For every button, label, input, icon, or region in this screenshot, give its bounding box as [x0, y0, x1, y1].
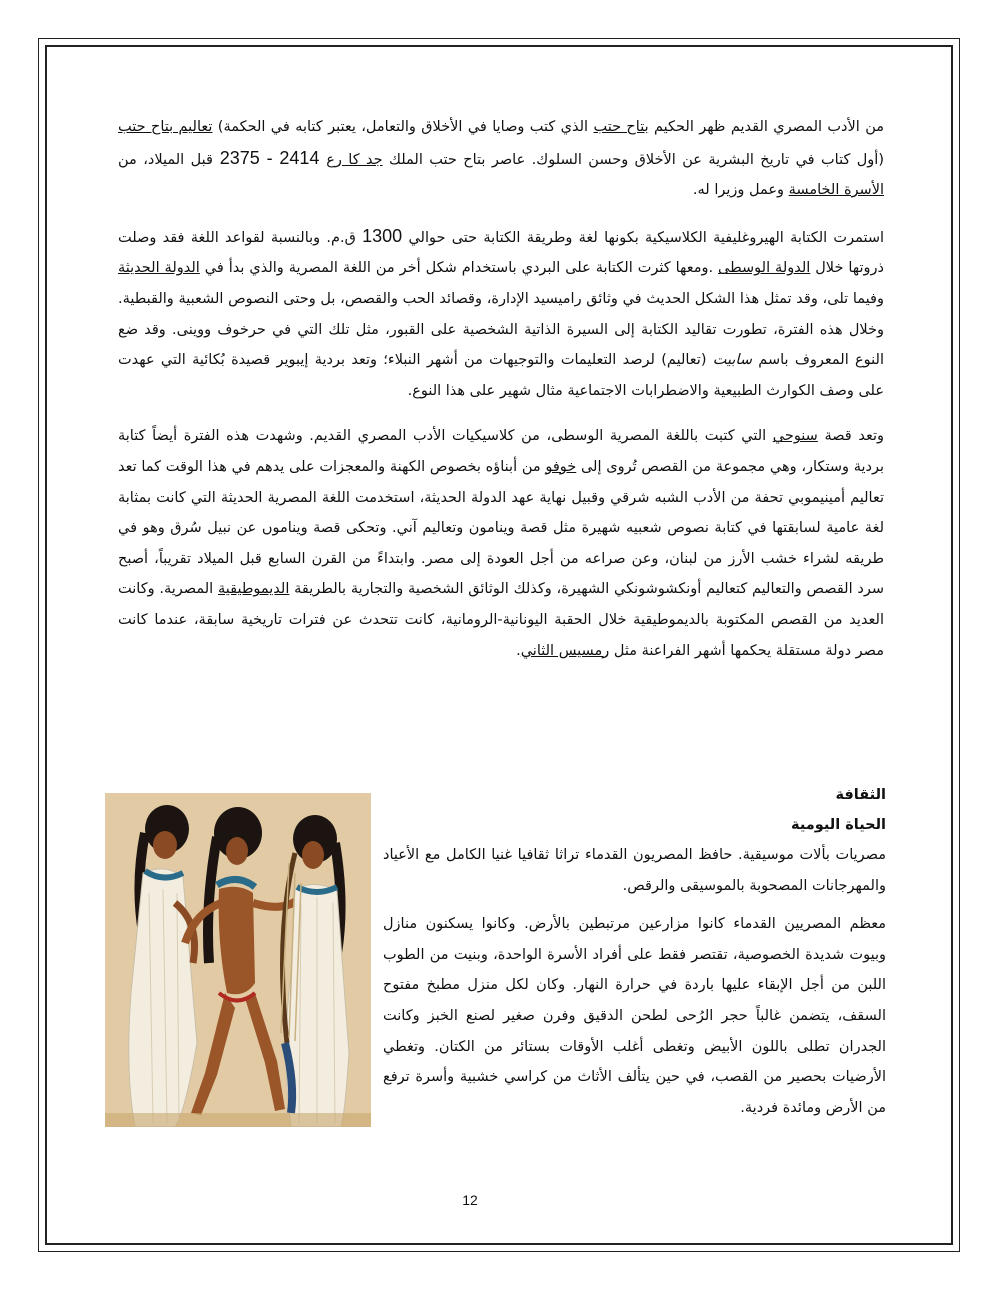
text-run: الذي كتب وصايا في الأخلاق والتعامل، يعتبر كتابه في الحكمة) — [212, 119, 594, 135]
date-range: 2375 - 2414 — [212, 147, 327, 168]
text-run: وتعد قصة — [817, 428, 884, 445]
link-teachings-ptahhotep[interactable]: تعاليم بتاح حتب — [118, 119, 213, 135]
text-run: وعمل وزيرا له. — [692, 182, 789, 199]
link-khufu[interactable]: خوفو — [545, 458, 577, 475]
paragraph-ptahhotep — [118, 112, 884, 206]
text-run: (أول كتاب في تاريخ البشرية عن الأخلاق وحسن السلوك. عاصر بتاح حتب الملك — [382, 151, 884, 168]
text-run: قبل الميلاد، من — [118, 151, 213, 168]
daily-life-column — [383, 780, 886, 1123]
link-ptahhotep[interactable]: بتاح حتب — [593, 119, 649, 135]
italic-term: سابيت — [712, 352, 752, 369]
page-number: 12 — [462, 1192, 478, 1208]
link-middle-kingdom[interactable]: الدولة الوسطى — [718, 260, 811, 277]
paragraph-hieroglyphic — [118, 221, 884, 407]
link-sinuhe[interactable]: سنوحي — [772, 428, 818, 445]
text-run: ق.م. وبالنسبة لقواعد اللغة فقد وصلت ذروتها خلال — [118, 229, 884, 277]
paragraph-music: مصريات بألات موسيقية. حافظ المصريون القدماء تراثا ثقافيا غنيا الكامل مع الأعياد والمهرجانات المصحوبة بالموسيقى والرقص. — [383, 847, 886, 894]
link-new-kingdom[interactable]: الدولة الحديثة — [118, 260, 200, 277]
paragraph-daily-life: معظم المصريين القدماء كانوا مزارعين مرتبطين بالأرض. وكانوا يسكنون منازل وبيوت شديدة الخصوصية، تقتصر فقط على أفراد الأسرة الواحدة، وبنيت من الطوب اللبن من أجل الإبقاء عليها باردة في حرارة النهار. وكان لكل منزل مطبخ مفتوح السقف، يتضمن غالباً حجر الرُحى لطحن الدقيق وفرن صغير لصنع الخبز وكانت الجدران تطلى باللون الأبيض وتغطى أغلب الأوقات بستائر من الكتان. وتغطي الأرضيات بحصير من القصب، في حين يتألف الأثاث من كراسي خشبية وأسرة ترفع من الأرض ومائدة فردية. — [383, 916, 886, 1116]
egyptian-musicians-fresco — [105, 793, 371, 1127]
text-run: .ومعها كثرت الكتابة على البردي باستخدام شكل أخر من اللغة المصرية والذي بدأ في — [199, 260, 719, 277]
section-subheading: الحياة اليومية — [791, 817, 886, 833]
paragraph-sinuhe — [118, 421, 884, 666]
text-run: (تعاليم) لرصد التعليمات والتوجيهات من أشهر النبلاء؛ وتعد بردية إيبوير قصيدة بُكائية التي عهدت على وصف الكوارث الطبيعية والاضطرابات الاجتماعية مثال شهير على هذا النوع. — [118, 352, 884, 399]
main-text — [118, 112, 884, 666]
text-run: المصرية. وكانت العديد من القصص المكتوبة بالديموطيقية خلال الحقبة اليونانية-الرومانية، كانت تتحدث عن فترات تاريخية سابقة، عندما كانت مصر دولة مستقلة يحكمها أشهر الفراعنة مثل — [118, 581, 884, 659]
link-demotic[interactable]: الديموطيقية — [218, 581, 290, 598]
text-run: من الأدب المصري القديم ظهر الحكيم — [648, 119, 884, 135]
text-run: من أبناؤه بخصوص الكهنة والمعجزات على يدهم في هذا الوقت كما تعد تعاليم أمينيموبي تحفة من الأدب الشبه شرقي وقبيل نهاية عهد الدولة الحديثة، استخدمت اللغة المصرية الحديثة التي كانت بمثابة لغة عامية لسابقتها في كتابة نصوص شعبيه شهيرة مثل قصة وينامون وتعاليم آني. وتحكى قصة ويناموں عن نبيل سُرق وهو في طريقه لشراء خشب الأرز من لبنان، وعن صراعه من أجل العودة إلى مصر. وابتداءً من القرن السابع قبل الميلاد تقريباً، أصبح سرد القصص والتعاليم كتعاليم أونكشوشونكي الشهيرة، وكذلك الوثائق الشخصية والتجارية بالطريقة — [118, 458, 884, 598]
link-fifth-dynasty[interactable]: الأسرة الخامسة — [788, 182, 884, 199]
text-run: التي كتبت باللغة المصرية الوسطى، من كلاسيكيات الأدب المصري القديم. وشهدت هذه الفترة أيضاً كتابة بردية وستكار، وهي مجموعة من القصص تُروى إلى — [118, 428, 884, 475]
year-number: 1300 — [362, 225, 403, 246]
link-ramesses-ii[interactable]: رمسيس الثاني — [520, 642, 610, 659]
section-heading: الثقافة — [835, 787, 886, 803]
fresco-image — [105, 793, 371, 1127]
link-djedkare[interactable]: جد كا رع — [326, 151, 383, 168]
text-run: وفيما تلى، وقد تمثل هذا الشكل الحديث في وثائق راميسيد الإدارة، وقصائد الحب والقصص، بل وحتى النصوص الشعبية والقبطية. وخلال هذه الفترة، تطورت تقاليد الكتابة إلى السيرة الذاتية الشخصية على القبور، مثل تلك التي في حرخوف ووينى. وقد ضع النوع المعروف باسم — [118, 290, 884, 369]
text-run: استمرت الكتابة الهيروغليفية الكلاسيكية بكونها لغة وطريقة الكتابة حتى حوالي — [402, 229, 884, 246]
text-run: . — [516, 642, 521, 659]
